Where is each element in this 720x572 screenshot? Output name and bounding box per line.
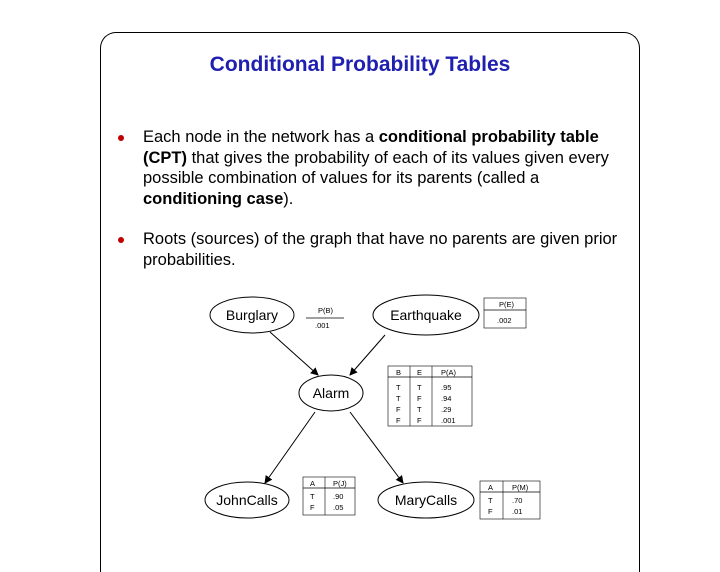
- cpt-john-header-a: A: [310, 479, 316, 488]
- cpt-burglary-value: .001: [315, 321, 330, 330]
- cpt-cell: .94: [441, 394, 452, 403]
- cpt-cell: T: [417, 383, 422, 392]
- cpt-cell: T: [310, 492, 315, 501]
- cpt-cell: F: [417, 394, 422, 403]
- cpt-john-header-pj: P(J): [333, 479, 347, 488]
- node-alarm-label: Alarm: [312, 385, 350, 401]
- cpt-cell: .05: [333, 503, 344, 512]
- cpt-earthquake-value: .002: [497, 316, 512, 325]
- cpt-cell: F: [310, 503, 315, 512]
- cpt-earthquake: [484, 298, 526, 328]
- cpt-johncalls: [303, 477, 355, 515]
- node-johncalls: [205, 482, 289, 518]
- node-burglary-label: Burglary: [225, 307, 279, 323]
- cpt-alarm-header-pa: P(A): [441, 368, 456, 377]
- bullet1-text-pre: Each node in the network has a: [143, 128, 379, 146]
- cpt-marycalls: [480, 481, 540, 519]
- cpt-cell: .90: [333, 492, 344, 501]
- cpt-mary-row: [488, 507, 522, 516]
- cpt-alarm-row: [396, 383, 451, 392]
- edge-alarm-johncalls: [265, 412, 315, 483]
- node-marycalls: [378, 482, 474, 518]
- cpt-burglary: [306, 306, 344, 330]
- cpt-alarm-header-e: E: [417, 368, 423, 377]
- cpt-cell: T: [488, 496, 493, 505]
- cpt-alarm-header-b: B: [396, 368, 402, 377]
- cpt-cell: T: [396, 383, 401, 392]
- node-burglary: [210, 297, 294, 333]
- slide-title: Conditional Probability Tables: [209, 53, 511, 76]
- cpt-alarm: [388, 366, 472, 426]
- cpt-burglary-header: P(B): [318, 306, 333, 315]
- cpt-alarm-row: [396, 405, 451, 414]
- cpt-john-row: [310, 492, 343, 501]
- cpt-alarm-row: [396, 394, 451, 403]
- cpt-cell: .001: [441, 416, 456, 425]
- cpt-cell: .01: [512, 507, 523, 516]
- cpt-cell: F: [396, 405, 401, 414]
- cpt-john-row: [310, 503, 343, 512]
- node-earthquake-label: Earthquake: [390, 307, 462, 323]
- cpt-cell: .95: [441, 383, 452, 392]
- node-marycalls-label: MaryCalls: [394, 492, 458, 508]
- cpt-cell: F: [396, 416, 401, 425]
- bullet1-text-mid: that gives the probability of each of its values given every possible combination of values for its parents (called a: [143, 148, 609, 187]
- node-earthquake: [373, 295, 479, 335]
- cpt-cell: .70: [512, 496, 523, 505]
- cpt-mary-header-a: A: [488, 483, 494, 492]
- cpt-cell: T: [417, 405, 422, 414]
- cpt-mary-header-pm: P(M): [512, 483, 529, 492]
- node-johncalls-label: JohnCalls: [216, 492, 278, 508]
- cpt-alarm-row: [396, 416, 456, 425]
- edge-earthquake-alarm: [350, 335, 385, 375]
- bullet-text: Roots (sources) of the graph that have no parents are given prior probabilities.: [143, 230, 618, 269]
- bullet1-bold-conditioning-case: conditioning case: [143, 189, 284, 208]
- bullet1-bold-cpt: conditional probability table (CPT): [143, 128, 599, 167]
- cpt-cell: .29: [441, 405, 452, 414]
- edge-burglary-alarm: [270, 332, 318, 375]
- cpt-cell: F: [488, 507, 493, 516]
- cpt-mary-row: [488, 496, 522, 505]
- cpt-earthquake-header: P(E): [499, 300, 514, 309]
- cpt-cell: F: [417, 416, 422, 425]
- cpt-cell: T: [396, 394, 401, 403]
- node-alarm: [299, 375, 363, 411]
- bullet1-text-post: ).: [283, 189, 294, 208]
